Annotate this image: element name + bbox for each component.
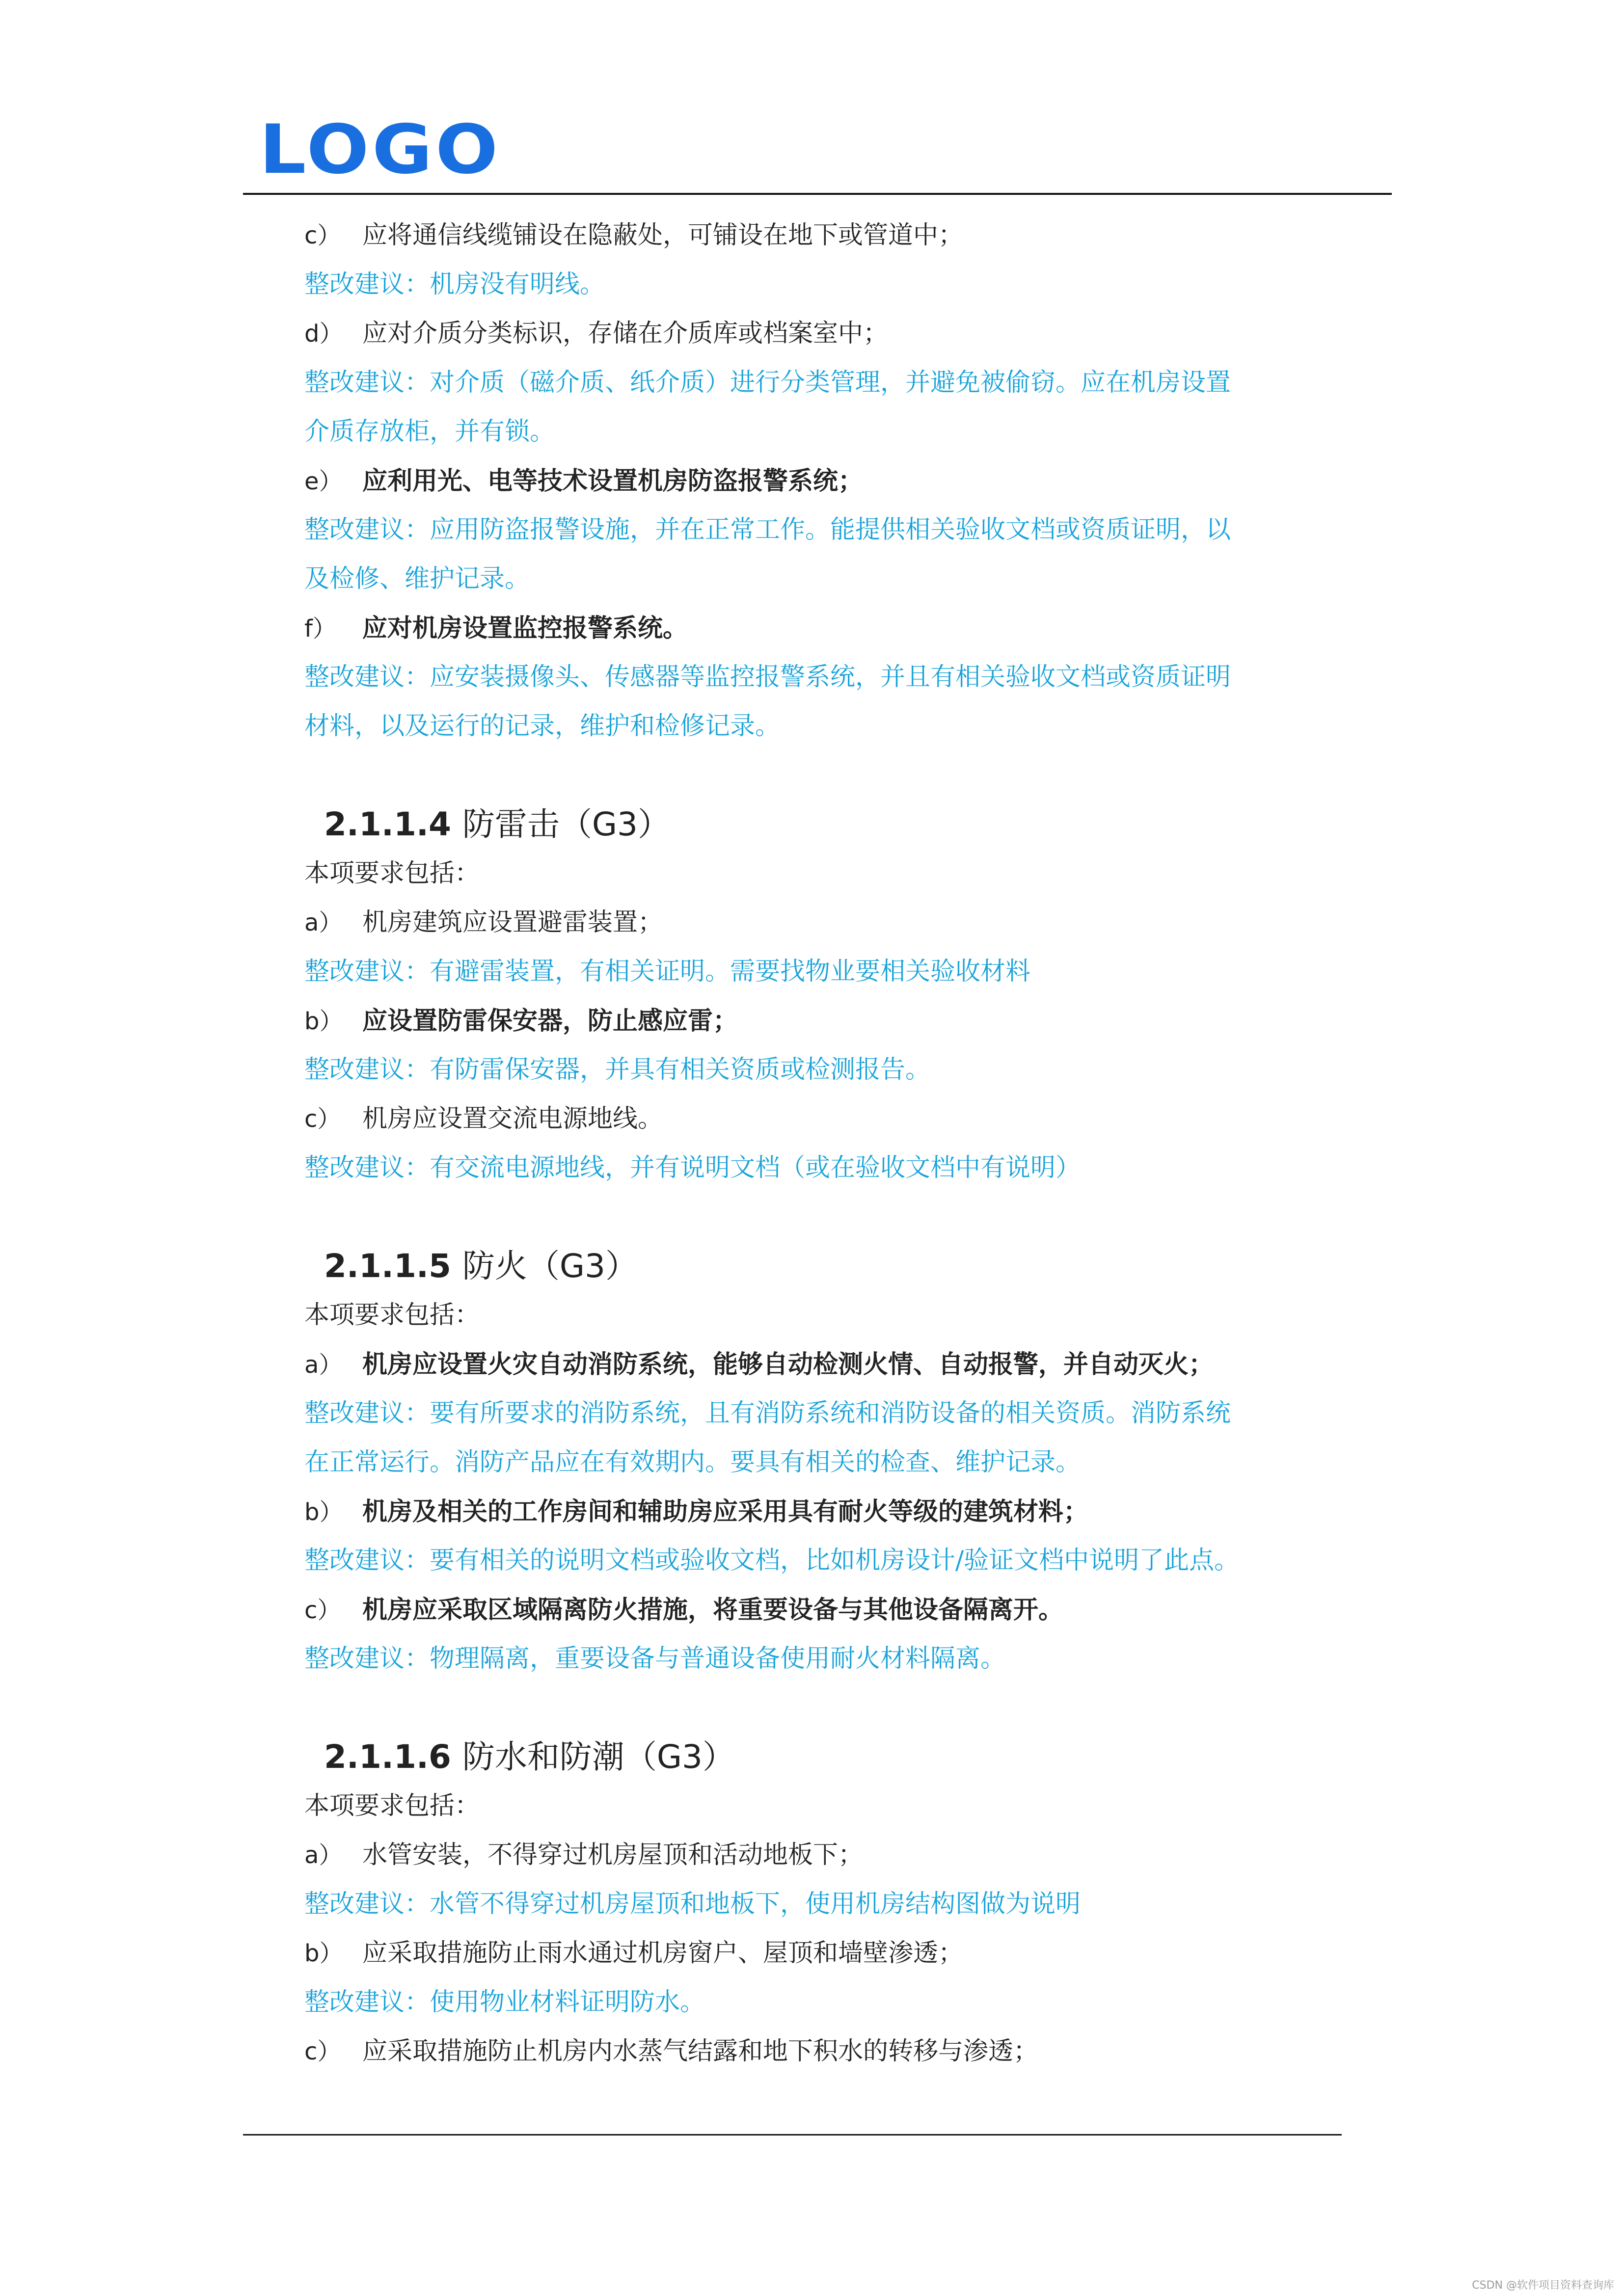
- heading-title: 防水和防潮（G3）: [462, 1738, 735, 1776]
- remediation-suggestion: 整改建议：应安装摄像头、传感器等监控报警系统，并且有相关验收文档或资质证明: [304, 663, 1231, 692]
- remediation-suggestion: 整改建议：对介质（磁介质、纸介质）进行分类管理，并避免被偷窃。应在机房设置: [304, 368, 1231, 397]
- remediation-suggestion: 整改建议：机房没有明线。: [304, 270, 605, 299]
- item-label: b）: [304, 1008, 343, 1035]
- item-label: c）: [304, 1597, 341, 1624]
- item-text: 应对介质分类标识，存储在介质库或档案室中；: [362, 319, 889, 348]
- item-label: b）: [304, 1940, 343, 1967]
- requirement-item: [304, 1831, 1384, 1880]
- remediation-suggestion: 材料，以及运行的记录，维护和检修记录。: [304, 712, 781, 741]
- item-text: 应采取措施防止雨水通过机房窗户、屋顶和墙壁渗透；: [362, 1939, 964, 1968]
- section-intro: 本项要求包括：: [304, 1791, 480, 1820]
- item-label: c）: [304, 2038, 341, 2065]
- item-label: c）: [304, 222, 341, 249]
- requirement-item: [304, 604, 1384, 653]
- section-2-1-1-4-body: [304, 898, 1384, 1193]
- remediation-suggestion: 整改建议：有防雷保安器，并具有相关资质或检测报告。: [304, 1055, 931, 1084]
- heading-title: 防火（G3）: [462, 1247, 638, 1285]
- item-label: a）: [304, 909, 343, 936]
- item-label: a）: [304, 1842, 343, 1869]
- remediation-suggestion: 整改建议：使用物业材料证明防水。: [304, 1988, 705, 2017]
- section-2-1-1-6-body: [304, 1831, 1384, 2076]
- item-text: 机房建筑应设置避雷装置；: [362, 908, 663, 937]
- heading-number: 2.1.1.6: [324, 1738, 451, 1776]
- section-2-1-1-5-body: [304, 1340, 1384, 1683]
- item-text: 应将通信线缆铺设在隐蔽处，可铺设在地下或管道中；: [362, 221, 964, 250]
- heading-title: 防雷击（G3）: [462, 805, 671, 843]
- remediation-suggestion: 整改建议：要有相关的说明文档或验收文档，比如机房设计/验证文档中说明了此点。: [304, 1546, 1240, 1575]
- item-text: 应采取措施防止机房内水蒸气结露和地下积水的转移与渗透；: [362, 2037, 1039, 2066]
- remediation-suggestion: 整改建议：有避雷装置，有相关证明。需要找物业要相关验收材料: [304, 957, 1031, 986]
- section-heading-2-1-1-6: [304, 1683, 1384, 1782]
- item-text: 水管安装，不得穿过机房屋顶和活动地板下；: [362, 1841, 864, 1869]
- item-text: 应对机房设置监控报警系统。: [362, 614, 688, 643]
- section-intro: 本项要求包括：: [304, 1301, 480, 1330]
- heading-number: 2.1.1.5: [324, 1247, 451, 1285]
- remediation-suggestion: 整改建议：有交流电源地线，并有说明文档（或在验收文档中有说明）: [304, 1153, 1081, 1182]
- section-3-continuation: [304, 211, 1384, 751]
- section-heading-2-1-1-4: [304, 751, 1384, 849]
- item-label: c）: [304, 1105, 341, 1133]
- item-label: a）: [304, 1351, 343, 1379]
- header-rule: [243, 193, 1392, 195]
- item-text: 机房应设置火灾自动消防系统，能够自动检测火情、自动报警，并自动灭火；: [362, 1350, 1214, 1379]
- item-label: f）: [304, 615, 336, 642]
- item-text: 应利用光、电等技术设置机房防盗报警系统；: [362, 466, 864, 496]
- footer-rule: [243, 2134, 1342, 2136]
- requirement-item: [304, 2027, 1384, 2076]
- item-label: b）: [304, 1498, 343, 1526]
- item-label: d）: [304, 320, 343, 347]
- item-text: 机房及相关的工作房间和辅助房应采用具有耐火等级的建筑材料；: [362, 1497, 1089, 1526]
- remediation-suggestion: 整改建议：水管不得穿过机房屋顶和地板下，使用机房结构图做为说明: [304, 1890, 1081, 1919]
- requirement-item: [304, 1340, 1384, 1389]
- item-text: 机房应设置交流电源地线。: [362, 1104, 663, 1133]
- remediation-suggestion: 在正常运行。消防产品应在有效期内。要具有相关的检查、维护记录。: [304, 1448, 1081, 1477]
- watermark: CSDN @软件项目资料查询库: [1472, 2279, 1614, 2292]
- item-text: 机房应采取区域隔离防火措施，将重要设备与其他设备隔离开。: [362, 1595, 1064, 1625]
- requirement-item: [304, 996, 1384, 1045]
- requirement-item: [304, 1487, 1384, 1536]
- requirement-item: [304, 456, 1384, 506]
- item-label: e）: [304, 468, 343, 495]
- heading-number: 2.1.1.4: [324, 805, 451, 843]
- requirement-item: [304, 309, 1384, 358]
- section-heading-2-1-1-5: [304, 1193, 1384, 1291]
- requirement-item: [304, 1095, 1384, 1144]
- remediation-suggestion: 及检修、维护记录。: [304, 564, 530, 593]
- requirement-item: [304, 898, 1384, 947]
- remediation-suggestion: 整改建议：要有所要求的消防系统，且有消防系统和消防设备的相关资质。消防系统: [304, 1399, 1231, 1428]
- requirement-item: [304, 1585, 1384, 1634]
- document-body: [304, 211, 1384, 2076]
- remediation-suggestion: 整改建议：应用防盗报警设施，并在正常工作。能提供相关验收文档或资质证明，以: [304, 515, 1231, 544]
- requirement-item: [304, 1929, 1384, 1978]
- item-text: 应设置防雷保安器，防止感应雷；: [362, 1006, 738, 1036]
- remediation-suggestion: 介质存放柜，并有锁。: [304, 417, 555, 446]
- logo: LOGO: [259, 110, 501, 189]
- remediation-suggestion: 整改建议：物理隔离，重要设备与普通设备使用耐火材料隔离。: [304, 1644, 1006, 1673]
- requirement-item: [304, 211, 1384, 260]
- section-intro: 本项要求包括：: [304, 859, 480, 888]
